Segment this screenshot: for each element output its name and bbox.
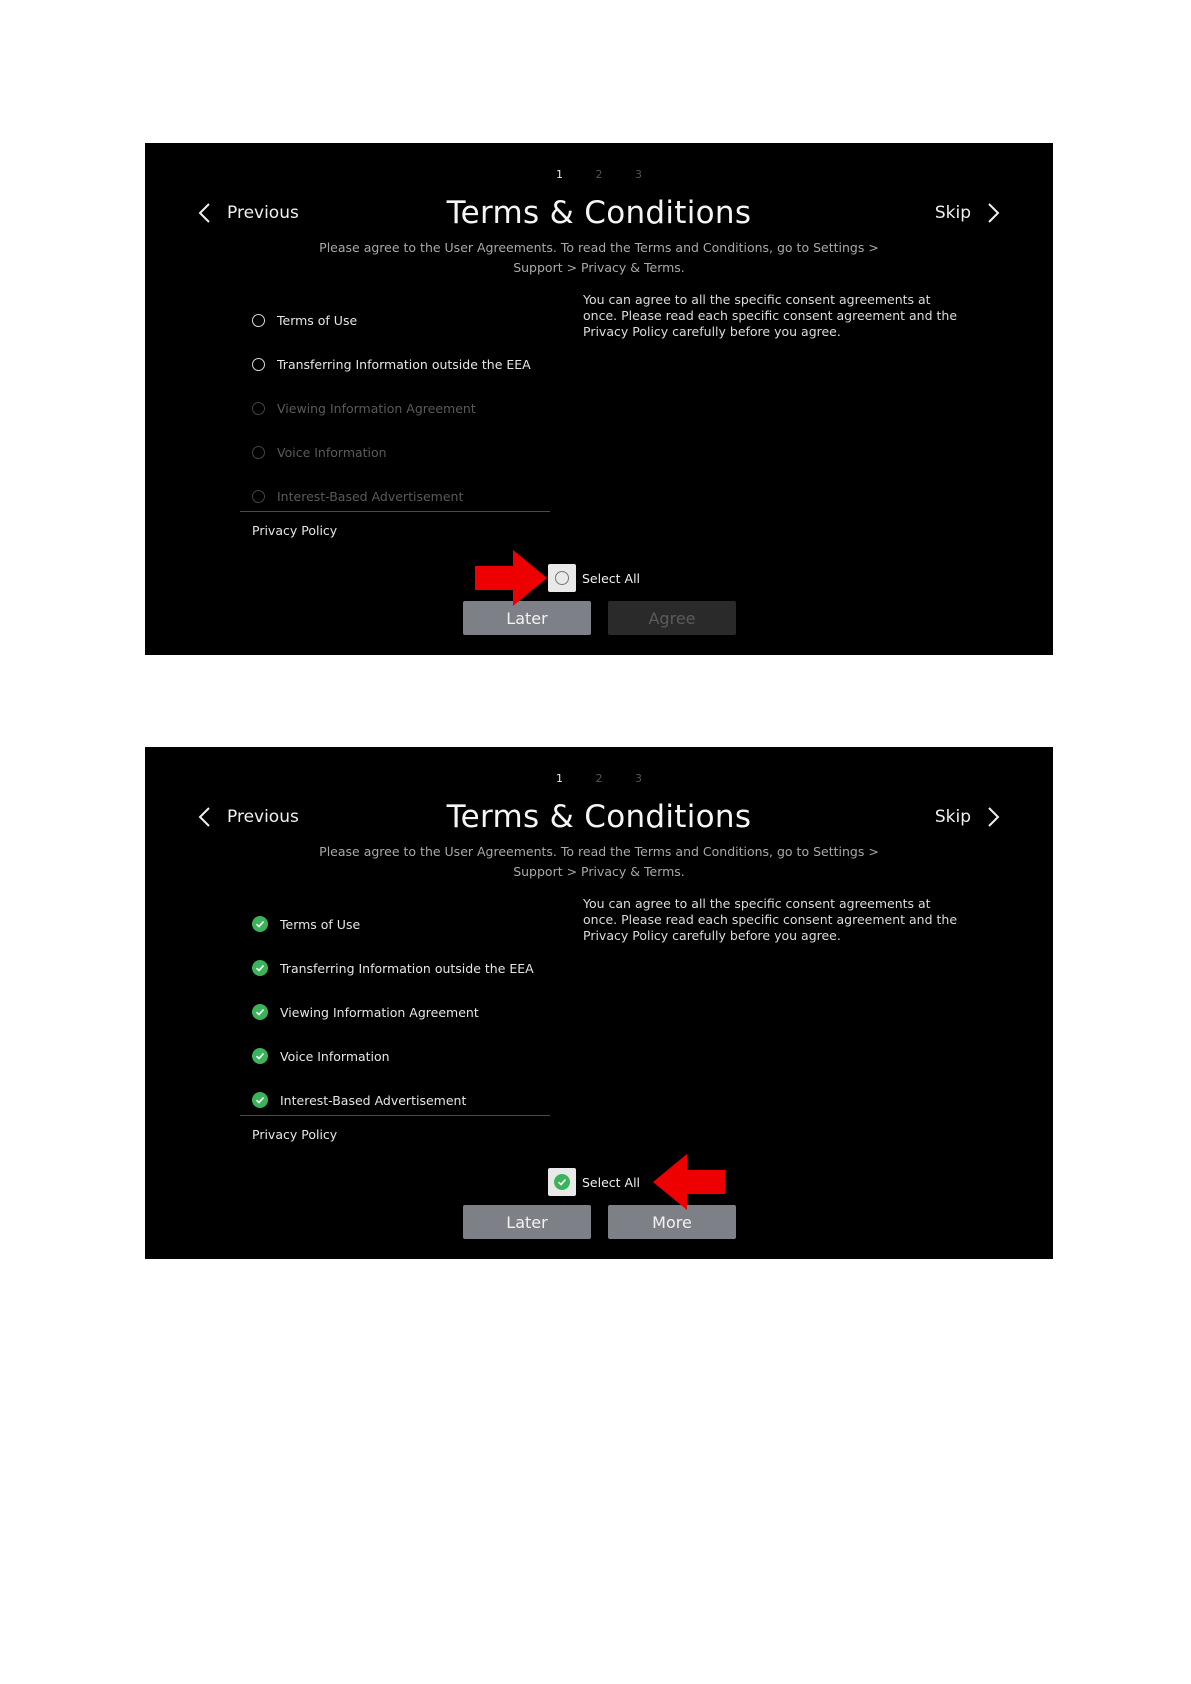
agreement-item-terms-of-use[interactable] [252,298,542,342]
privacy-policy-link[interactable]: Privacy Policy [252,1127,338,1142]
agreement-item-voice-info[interactable] [252,1034,542,1078]
terms-screen-checked [145,747,1053,1259]
select-all-box [548,1168,576,1196]
radio-circle-icon [252,358,265,371]
radio-circle-icon [252,446,265,459]
check-circle-icon [252,960,268,976]
agreement-item-voice-info [252,430,542,474]
instructions-text: Please agree to the User Agreements. To read the Terms and Conditions, go to Settings > Support > Privacy & Terms. [319,240,879,275]
privacy-policy-link[interactable]: Privacy Policy [252,523,338,538]
step-indicator [145,168,1053,181]
more-button[interactable]: More [608,1205,736,1239]
agreement-label: Transferring Information outside the EEA [280,960,534,976]
skip-button[interactable] [935,805,1001,829]
agreement-item-terms-of-use[interactable] [252,902,542,946]
later-button[interactable]: Later [463,1205,591,1239]
agreement-item-transferring-info[interactable] [252,342,542,386]
agreement-label: Interest-Based Advertisement [280,1092,467,1108]
red-arrow-icon [653,1154,725,1210]
previous-label: Previous [227,807,299,827]
step-2: 2 [595,772,603,785]
check-circle-icon [252,1048,268,1064]
red-arrow-icon [475,550,547,606]
skip-label: Skip [934,203,971,223]
consent-info-text: You can agree to all the specific consent agreements at once. Please read each specific consent agreement and the Privacy Policy carefully before you agree. [583,896,958,943]
step-3: 3 [635,168,642,181]
check-circle-icon [252,1092,268,1108]
select-all-label: Select All [582,570,641,586]
divider [240,511,550,512]
check-circle-icon [252,916,268,932]
agreement-item-viewing-info[interactable] [252,990,542,1034]
agreement-label: Transferring Information outside the EEA [277,356,531,372]
select-all-box [548,564,576,592]
agreement-label: Terms of Use [280,916,361,932]
radio-circle-icon [252,402,265,415]
agreement-label: Voice Information [280,1048,390,1064]
agreement-item-viewing-info [252,386,542,430]
instructions-text: Please agree to the User Agreements. To read the Terms and Conditions, go to Settings > Support > Privacy & Terms. [319,844,879,879]
step-3: 3 [635,772,642,785]
consent-info-text: You can agree to all the specific consent agreements at once. Please read each specific consent agreement and the Privacy Policy carefully before you agree. [583,292,958,339]
check-circle-icon [554,1174,570,1190]
agreement-list [252,902,542,1122]
step-indicator [145,772,1053,785]
skip-button[interactable] [935,201,1001,225]
agreement-label: Interest-Based Advertisement [277,488,464,504]
chevron-right-icon [985,805,1001,829]
later-button[interactable]: Later [463,601,591,635]
divider [240,1115,550,1116]
step-2: 2 [595,168,603,181]
agreement-label: Viewing Information Agreement [280,1004,479,1020]
select-all-checkbox[interactable] [548,564,640,592]
page-title: Terms & Conditions [446,195,752,231]
radio-circle-icon [252,490,265,503]
agreement-list [252,298,542,518]
select-all-label: Select All [582,1174,641,1190]
step-1: 1 [556,772,563,785]
agreement-label: Viewing Information Agreement [277,400,476,416]
agreement-label: Terms of Use [277,312,358,328]
agreement-item-transferring-info[interactable] [252,946,542,990]
check-circle-icon [252,1004,268,1020]
chevron-right-icon [985,201,1001,225]
agreement-label: Voice Information [277,444,387,460]
radio-circle-icon [555,571,569,585]
radio-circle-icon [252,314,265,327]
skip-label: Skip [934,807,971,827]
step-1: 1 [556,168,563,181]
page-title: Terms & Conditions [446,799,752,835]
agree-button: Agree [608,601,736,635]
previous-label: Previous [227,203,299,223]
select-all-checkbox[interactable] [548,1168,640,1196]
terms-screen-unchecked [145,143,1053,655]
